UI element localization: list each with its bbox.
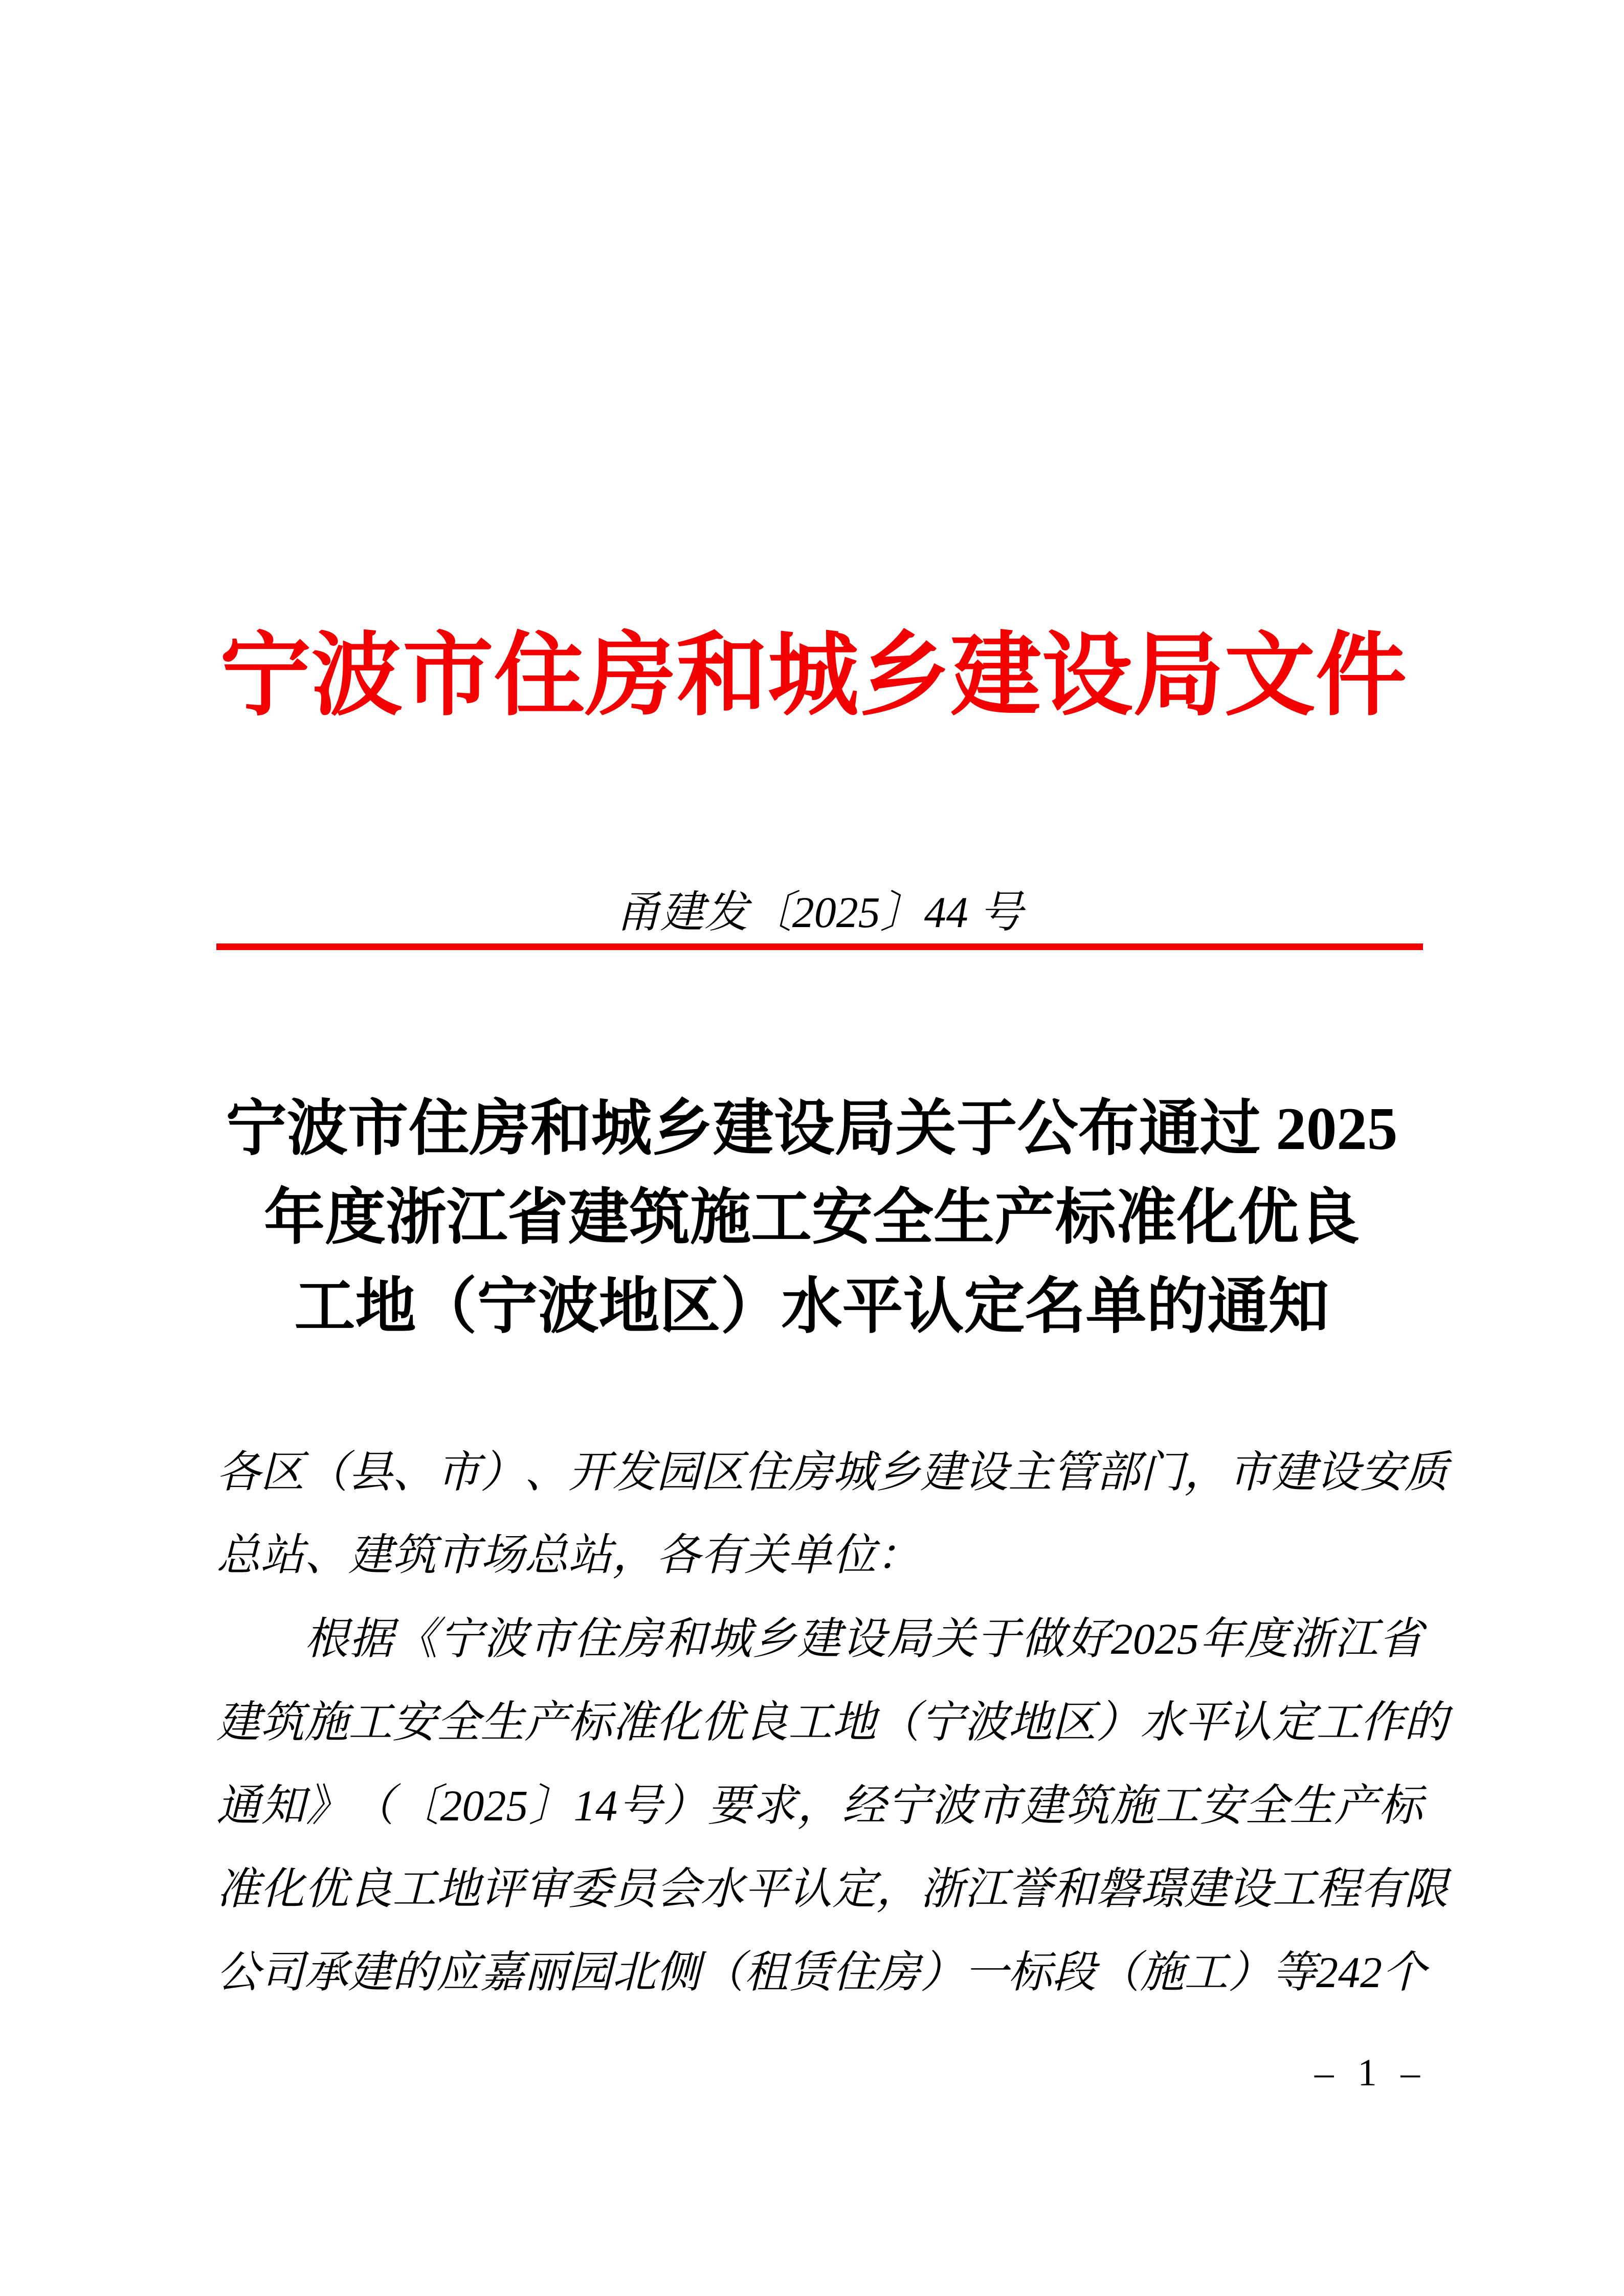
- body-line-token: 根: [304, 1614, 348, 1663]
- body-line-token: 工: [788, 1697, 832, 1747]
- body-line-token: 《: [394, 1614, 438, 1663]
- body-line-token: 区: [1052, 1697, 1096, 1747]
- body-line-token: 设: [1228, 1864, 1272, 1914]
- body-line-token: 房: [788, 1447, 832, 1497]
- body-line-token: 江: [964, 1864, 1008, 1914]
- body-line-token: 良: [744, 1697, 788, 1747]
- body-line-token: 侧: [656, 1947, 700, 1997]
- body-line-token: ）: [663, 1781, 707, 1830]
- body-line-token: 化: [260, 1864, 304, 1914]
- body-line-token: 工: [1272, 1864, 1316, 1914]
- body-line-token: 良: [348, 1864, 392, 1914]
- body-line-token: 城: [707, 1614, 752, 1663]
- body-line-token: 的: [1404, 1697, 1448, 1747]
- body-line-token: 部: [1096, 1447, 1140, 1497]
- body-line-token: 限: [1404, 1864, 1448, 1914]
- body-line-token: 好: [1066, 1614, 1110, 1663]
- body-line-token: 的: [392, 1947, 436, 1997]
- body-line-token: 、: [392, 1447, 436, 1497]
- body-line-token: 住: [832, 1947, 876, 1997]
- body-line-token: 优: [700, 1697, 744, 1747]
- body-line-token: 施: [1110, 1781, 1154, 1830]
- body-line-token: （: [700, 1947, 744, 1997]
- body-line-token: 据: [349, 1614, 393, 1663]
- body-line-token: 区: [260, 1447, 304, 1497]
- body-line-token: 波: [483, 1614, 528, 1663]
- agency-title-char: 件: [1316, 625, 1407, 727]
- body-line-token: 安: [392, 1697, 436, 1747]
- body-line-token: 承: [304, 1947, 348, 1997]
- body-line: [216, 1430, 1448, 1514]
- body-line-token: 全: [1244, 1781, 1289, 1830]
- body-line-token: 》: [305, 1781, 350, 1830]
- body-line-token: ）: [1096, 1697, 1140, 1747]
- body-line-token: 会: [656, 1864, 700, 1914]
- body-line-token: 园: [656, 1447, 700, 1497]
- body-line-token: 局: [886, 1614, 931, 1663]
- body-line-token: 建: [1272, 1447, 1316, 1497]
- red-separator-line: [216, 943, 1423, 950]
- body-line-token: 建: [1184, 1864, 1228, 1914]
- body-line-token: 施: [304, 1697, 348, 1747]
- body-line-token: 水: [1140, 1697, 1184, 1747]
- body-line: [216, 1597, 1423, 1680]
- body-line-token: 工: [1184, 1947, 1228, 1997]
- agency-title: [220, 625, 1407, 730]
- body-line-token: 化: [656, 1697, 700, 1747]
- agency-title-char: 住: [494, 625, 585, 727]
- body-line-token: 建: [216, 1697, 260, 1747]
- body-line-token: ）: [480, 1447, 524, 1497]
- body-line-token: 于: [976, 1614, 1020, 1663]
- body-line-token: 宁: [920, 1697, 964, 1747]
- body-line-token: 求: [752, 1781, 797, 1830]
- body-line: [216, 1847, 1448, 1930]
- body-line-token: 、: [524, 1447, 568, 1497]
- body-line-token: 建: [1020, 1781, 1065, 1830]
- document-title-line: 宁波市住房和城乡建设局关于公布通过 2025: [226, 1095, 1398, 1162]
- body-line-token: 标: [568, 1697, 612, 1747]
- body-line-token: 地: [436, 1864, 480, 1914]
- body-line-token: 市: [1228, 1447, 1272, 1497]
- body-line-token: 经: [842, 1781, 886, 1830]
- body-line-token: 产: [1334, 1781, 1378, 1830]
- doc-number: 甬建发〔2025〕44 号: [616, 888, 1024, 937]
- body-line-token: 筑: [1065, 1781, 1110, 1830]
- body-line-token: 安: [1360, 1447, 1404, 1497]
- body-line-token: 做: [1021, 1614, 1065, 1663]
- body-line-token: 赁: [788, 1947, 832, 1997]
- document-body: [216, 1430, 1448, 2014]
- agency-title-char: 房: [585, 625, 676, 727]
- body-line-token: 浙: [920, 1864, 964, 1914]
- body-line-token: 设: [842, 1614, 886, 1663]
- body-line-token: 定: [1272, 1697, 1316, 1747]
- body-line-token: 江: [1334, 1614, 1378, 1663]
- agency-title-char: 城: [768, 625, 859, 727]
- body-line-token: 省: [1378, 1614, 1423, 1663]
- agency-title-char: 局: [1133, 625, 1224, 727]
- body-line-token: 年: [1199, 1614, 1244, 1663]
- body-line-token: 应: [436, 1947, 480, 1997]
- document-title: [208, 1084, 1415, 1351]
- body-line: 总站、建筑市场总站，各有关单位：: [216, 1530, 920, 1580]
- body-line-token: 租: [744, 1947, 788, 1997]
- body-line-token: 建: [920, 1447, 964, 1497]
- body-line-token: 主: [1008, 1447, 1052, 1497]
- body-line-token: 作: [1360, 1697, 1404, 1747]
- agency-title-char: 乡: [859, 625, 950, 727]
- body-line-token: 丽: [524, 1947, 568, 1997]
- body-line-token: 地: [1008, 1697, 1052, 1747]
- body-line-token: 定: [832, 1864, 876, 1914]
- body-line-token: 住: [744, 1447, 788, 1497]
- body-line-token: 施: [1140, 1947, 1184, 1997]
- body-line-token: 建: [348, 1947, 392, 1997]
- body-line-token: （: [350, 1781, 395, 1830]
- agency-title-char: 设: [1041, 625, 1133, 727]
- agency-title-char: 建: [950, 625, 1041, 727]
- body-line-token: ，: [876, 1864, 920, 1914]
- body-line-token: 〕: [528, 1781, 573, 1830]
- body-line-token: 管: [1052, 1447, 1096, 1497]
- body-line-token: 乡: [752, 1614, 796, 1663]
- body-line-token: 设: [1316, 1447, 1360, 1497]
- body-line: [216, 1764, 1423, 1847]
- body-line-token: 通: [216, 1781, 260, 1830]
- body-line-token: 知: [261, 1781, 305, 1830]
- body-line-token: 质: [1404, 1447, 1448, 1497]
- body-line-token: 号: [618, 1781, 662, 1830]
- body-line-token: 安: [1199, 1781, 1244, 1830]
- body-line-token: 标: [1008, 1947, 1052, 1997]
- body-line-token: 等: [1272, 1947, 1316, 1997]
- agency-title-char: 宁: [220, 625, 311, 727]
- body-line-token: 市: [436, 1447, 480, 1497]
- body-line-token: 磐: [1096, 1864, 1140, 1914]
- body-line-token: 区: [700, 1447, 744, 1497]
- body-line-token: 设: [964, 1447, 1008, 1497]
- body-line-token: 公: [216, 1947, 260, 1997]
- body-line-token: 准: [612, 1697, 656, 1747]
- page-number: – 1 –: [1315, 2052, 1427, 2094]
- document-title-line: 年度浙江省建筑施工安全生产标准化优良: [264, 1184, 1360, 1251]
- body-line-token: 委: [568, 1864, 612, 1914]
- body-line-token: ）: [920, 1947, 964, 1997]
- body-line: [216, 1930, 1426, 2014]
- body-line-token: 认: [788, 1864, 832, 1914]
- body-line-token: 平: [1184, 1697, 1228, 1747]
- body-line-token: 工: [1316, 1697, 1360, 1747]
- body-line-token: 产: [524, 1697, 568, 1747]
- body-line-token: 波: [931, 1781, 976, 1830]
- body-line: [216, 1680, 1448, 1764]
- body-line-token: 市: [976, 1781, 1020, 1830]
- body-line-token: 和: [662, 1614, 707, 1663]
- body-line-token: 住: [573, 1614, 617, 1663]
- body-line-token: 段: [1052, 1947, 1096, 1997]
- body-line-token: 园: [568, 1947, 612, 1997]
- body-line-token: 平: [744, 1864, 788, 1914]
- body-line-token: 关: [931, 1614, 976, 1663]
- body-line-token: ，: [1184, 1447, 1228, 1497]
- body-line-token: 璟: [1140, 1864, 1184, 1914]
- body-line-token: 宁: [886, 1781, 931, 1830]
- body-line-token: 城: [832, 1447, 876, 1497]
- body-line-token: 工: [392, 1864, 436, 1914]
- body-line-token: 认: [1228, 1697, 1272, 1747]
- body-line-token: 北: [612, 1947, 656, 1997]
- body-line-token: 嘉: [480, 1947, 524, 1997]
- body-line-token: （: [304, 1447, 348, 1497]
- agency-title-char: 波: [311, 625, 403, 727]
- body-line-token: 评: [480, 1864, 524, 1914]
- agency-title-char: 市: [403, 625, 494, 727]
- body-line-token: 市: [528, 1614, 572, 1663]
- body-line-token: 建: [797, 1614, 841, 1663]
- body-line-token: 个: [1382, 1947, 1426, 1997]
- body-line-token: 司: [260, 1947, 304, 1997]
- body-line-token: 全: [436, 1697, 480, 1747]
- body-line-token: 程: [1316, 1864, 1360, 1914]
- body-line-token: 要: [707, 1781, 752, 1830]
- body-line-token: 地: [832, 1697, 876, 1747]
- body-line-token: 乡: [876, 1447, 920, 1497]
- body-line-token: 2025: [440, 1781, 528, 1830]
- body-line-token: 员: [612, 1864, 656, 1914]
- body-line-token: 房: [618, 1614, 662, 1663]
- body-line-token: 度: [1244, 1614, 1288, 1663]
- agency-title-char: 和: [676, 625, 768, 727]
- body-line-token: 242: [1316, 1947, 1382, 1997]
- body-line-token: 门: [1140, 1447, 1184, 1497]
- body-line-token: 审: [524, 1864, 568, 1914]
- body-line-token: 水: [700, 1864, 744, 1914]
- body-line-token: 波: [964, 1697, 1008, 1747]
- body-line-token: 14: [573, 1781, 618, 1830]
- body-line-token: 县: [348, 1447, 392, 1497]
- body-line-token: 有: [1360, 1864, 1404, 1914]
- body-line-token: （: [1096, 1947, 1140, 1997]
- body-line-token: 2025: [1110, 1614, 1199, 1663]
- body-line-token: 生: [1289, 1781, 1333, 1830]
- body-line-token: 筑: [260, 1697, 304, 1747]
- body-line-token: 和: [1052, 1864, 1096, 1914]
- body-line-token: 准: [216, 1864, 260, 1914]
- body-line-token: 开: [568, 1447, 612, 1497]
- body-line-token: ）: [1228, 1947, 1272, 1997]
- body-line-token: 优: [304, 1864, 348, 1914]
- body-line-token: ，: [797, 1781, 841, 1830]
- body-line-token: 标: [1378, 1781, 1423, 1830]
- body-line-token: 发: [612, 1447, 656, 1497]
- document-title-line: 工地（宁波地区）水平认定名单的通知: [294, 1273, 1329, 1340]
- body-line-token: 一: [964, 1947, 1008, 1997]
- body-line-token: 生: [480, 1697, 524, 1747]
- body-line-token: 房: [876, 1947, 920, 1997]
- body-line-token: 浙: [1289, 1614, 1333, 1663]
- body-line-token: 工: [348, 1697, 392, 1747]
- body-line-token: 各: [216, 1447, 260, 1497]
- body-line-token: 工: [1155, 1781, 1199, 1830]
- agency-title-char: 文: [1224, 625, 1316, 727]
- body-line-token: 誉: [1008, 1864, 1052, 1914]
- body-line-token: 宁: [438, 1614, 483, 1663]
- body-line-token: 〔: [395, 1781, 439, 1830]
- body-line-token: （: [876, 1697, 920, 1747]
